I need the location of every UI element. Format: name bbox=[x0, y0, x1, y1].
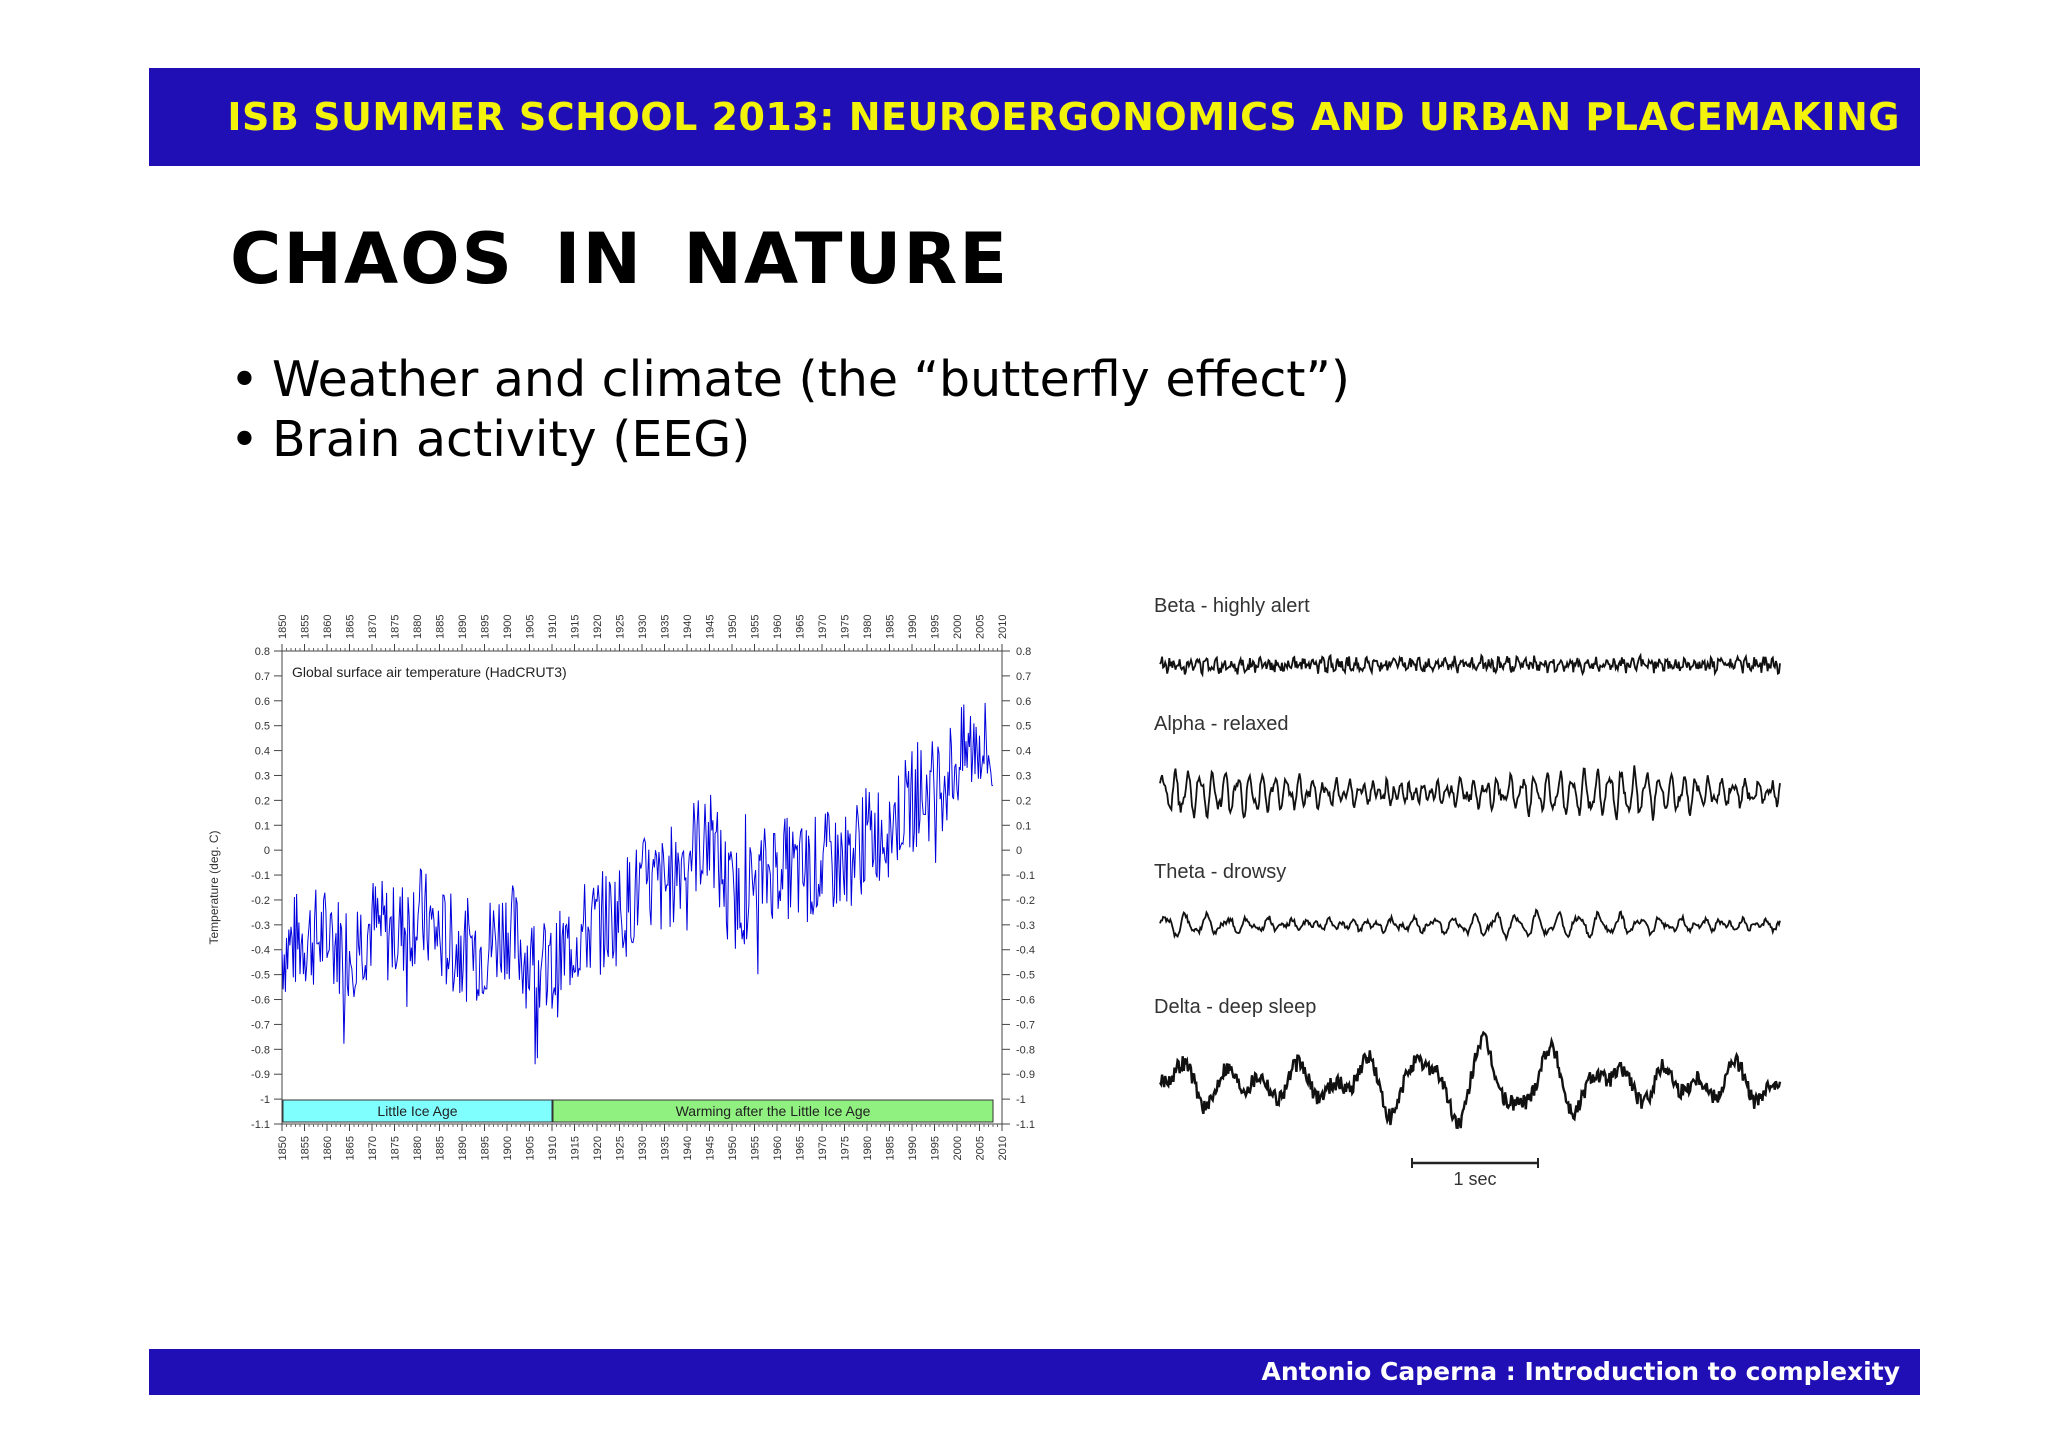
y-tick-label-right: 0.1 bbox=[1016, 820, 1032, 833]
x-tick-label-top: 1920 bbox=[592, 614, 604, 639]
x-tick-label-top: 1890 bbox=[457, 614, 469, 639]
x-tick-label-top: 1960 bbox=[772, 614, 784, 639]
y-tick-label-left: 0 bbox=[263, 845, 270, 858]
y-tick-label-left: -0.1 bbox=[251, 870, 270, 883]
x-tick-label-top: 1935 bbox=[659, 614, 672, 639]
x-tick-label-bottom: 2005 bbox=[974, 1136, 987, 1161]
x-tick-label-bottom: 1975 bbox=[839, 1136, 852, 1161]
y-tick-label-right: 0.5 bbox=[1016, 720, 1032, 733]
x-tick-label-top: 1975 bbox=[839, 614, 852, 639]
eeg-wave-line bbox=[1160, 765, 1780, 820]
x-tick-label-top: 1905 bbox=[524, 614, 537, 639]
bullet-mark: • bbox=[230, 351, 259, 408]
x-tick-label-top: 1910 bbox=[547, 614, 559, 639]
y-tick-label-right: 0.6 bbox=[1016, 695, 1032, 708]
x-tick-label-bottom: 1940 bbox=[682, 1136, 694, 1161]
eeg-wave-line bbox=[1160, 1033, 1780, 1129]
y-tick-label-right: 0 bbox=[1016, 845, 1023, 858]
y-tick-label-right: -0.7 bbox=[1016, 1019, 1035, 1032]
temperature-chart bbox=[200, 585, 1080, 1205]
eeg-band-label: Theta - drowsy bbox=[1154, 861, 1287, 883]
x-tick-label-top: 1985 bbox=[884, 614, 897, 639]
x-tick-label-top: 1930 bbox=[637, 614, 649, 639]
y-tick-label-right: -0.6 bbox=[1016, 994, 1035, 1007]
x-tick-label-top: 1870 bbox=[367, 614, 379, 639]
x-tick-label-top: 2000 bbox=[952, 614, 964, 639]
x-tick-label-bottom: 1890 bbox=[457, 1136, 469, 1161]
header-bar bbox=[149, 68, 1920, 166]
x-tick-label-bottom: 1925 bbox=[614, 1136, 627, 1161]
y-tick-label-right: -0.5 bbox=[1016, 969, 1035, 982]
x-tick-label-bottom: 1880 bbox=[412, 1136, 424, 1161]
x-tick-label-bottom: 2000 bbox=[952, 1136, 964, 1161]
y-tick-label-left: -0.9 bbox=[251, 1069, 270, 1082]
x-tick-label-bottom: 1855 bbox=[299, 1136, 312, 1161]
x-tick-label-top: 1915 bbox=[569, 614, 582, 639]
x-tick-label-bottom: 1915 bbox=[569, 1136, 582, 1161]
x-tick-label-top: 1875 bbox=[389, 614, 402, 639]
y-tick-label-left: -0.2 bbox=[251, 894, 270, 907]
x-tick-label-bottom: 1865 bbox=[344, 1136, 357, 1161]
period-band-label: Warming after the Little Ice Age bbox=[675, 1103, 871, 1119]
plot-frame bbox=[282, 651, 1002, 1124]
x-tick-label-top: 1945 bbox=[704, 614, 717, 639]
y-tick-label-left: 0.3 bbox=[254, 770, 270, 783]
x-tick-label-top: 1900 bbox=[502, 614, 514, 639]
y-tick-label-right: 0.7 bbox=[1016, 670, 1032, 683]
x-tick-label-top: 1940 bbox=[682, 614, 694, 639]
slide-title: CHAOS IN NATURE bbox=[230, 218, 1010, 300]
x-tick-label-top: 1965 bbox=[794, 614, 807, 639]
y-tick-label-left: -0.7 bbox=[251, 1019, 270, 1032]
y-tick-label-right: 0.4 bbox=[1016, 745, 1032, 758]
x-tick-label-bottom: 1930 bbox=[637, 1136, 649, 1161]
x-tick-label-bottom: 1870 bbox=[367, 1136, 379, 1161]
x-tick-label-bottom: 1990 bbox=[907, 1136, 919, 1161]
y-tick-label-right: -0.8 bbox=[1016, 1044, 1035, 1057]
y-tick-label-left: -0.4 bbox=[251, 944, 270, 957]
eeg-wave-line bbox=[1160, 910, 1780, 939]
x-tick-label-top: 1990 bbox=[907, 614, 919, 639]
y-tick-label-left: 0.5 bbox=[254, 720, 270, 733]
x-tick-label-bottom: 1875 bbox=[389, 1136, 402, 1161]
bullet-list bbox=[230, 350, 1350, 470]
chart-title: Global surface air temperature (HadCRUT3) bbox=[292, 664, 567, 680]
y-tick-label-left: -0.3 bbox=[251, 919, 270, 932]
x-tick-label-bottom: 1895 bbox=[479, 1136, 492, 1161]
bullet-mark: • bbox=[230, 411, 259, 468]
x-tick-label-bottom: 1985 bbox=[884, 1136, 897, 1161]
x-tick-label-bottom: 1960 bbox=[772, 1136, 784, 1161]
y-axis-label: Temperature (deg. C) bbox=[207, 830, 221, 945]
x-tick-label-bottom: 1860 bbox=[322, 1136, 334, 1161]
x-tick-label-bottom: 1900 bbox=[502, 1136, 514, 1161]
x-tick-label-top: 1955 bbox=[749, 614, 762, 639]
x-tick-label-bottom: 1995 bbox=[929, 1136, 942, 1161]
y-tick-label-left: 0.1 bbox=[254, 820, 270, 833]
x-tick-label-top: 2010 bbox=[997, 614, 1009, 639]
eeg-wave-line bbox=[1160, 655, 1780, 674]
x-tick-label-top: 1995 bbox=[929, 614, 942, 639]
y-tick-label-left: -0.8 bbox=[251, 1044, 270, 1057]
y-tick-label-left: 0.4 bbox=[254, 745, 270, 758]
y-tick-label-right: 0.2 bbox=[1016, 795, 1032, 808]
y-tick-label-left: 0.2 bbox=[254, 795, 270, 808]
x-tick-label-top: 1970 bbox=[817, 614, 829, 639]
x-tick-label-top: 1885 bbox=[434, 614, 447, 639]
x-tick-label-bottom: 1910 bbox=[547, 1136, 559, 1161]
x-tick-label-top: 1860 bbox=[322, 614, 334, 639]
x-tick-label-bottom: 2010 bbox=[997, 1136, 1009, 1161]
y-tick-label-left: -1 bbox=[260, 1094, 270, 1107]
x-tick-label-top: 1950 bbox=[727, 614, 739, 639]
x-tick-label-top: 1865 bbox=[344, 614, 357, 639]
eeg-waveforms bbox=[1140, 585, 1800, 1205]
period-band-label: Little Ice Age bbox=[377, 1103, 458, 1119]
x-tick-label-bottom: 1950 bbox=[727, 1136, 739, 1161]
x-tick-label-top: 2005 bbox=[974, 614, 987, 639]
y-tick-label-left: -0.6 bbox=[251, 994, 270, 1007]
x-tick-label-bottom: 1980 bbox=[862, 1136, 874, 1161]
x-tick-label-bottom: 1850 bbox=[277, 1136, 289, 1161]
x-tick-label-bottom: 1935 bbox=[659, 1136, 672, 1161]
y-tick-label-left: -0.5 bbox=[251, 969, 270, 982]
x-tick-label-bottom: 1970 bbox=[817, 1136, 829, 1161]
footer-text: Antonio Caperna : Introduction to complexity bbox=[1261, 1357, 1900, 1386]
x-tick-label-top: 1980 bbox=[862, 614, 874, 639]
y-tick-label-right: -0.9 bbox=[1016, 1069, 1035, 1082]
y-tick-label-left: 0.8 bbox=[254, 646, 270, 658]
x-tick-label-top: 1850 bbox=[277, 614, 289, 639]
x-tick-label-top: 1880 bbox=[412, 614, 424, 639]
footer-bar bbox=[149, 1349, 1920, 1395]
eeg-band-label: Beta - highly alert bbox=[1154, 595, 1310, 617]
x-tick-label-bottom: 1920 bbox=[592, 1136, 604, 1161]
x-tick-label-bottom: 1945 bbox=[704, 1136, 717, 1161]
bullet-text: Weather and climate (the “butterfly effect”) bbox=[272, 351, 1351, 408]
x-tick-label-bottom: 1965 bbox=[794, 1136, 807, 1161]
bullet-text: Brain activity (EEG) bbox=[272, 411, 751, 468]
x-tick-label-bottom: 1955 bbox=[749, 1136, 762, 1161]
scale-bar-label: 1 sec bbox=[1453, 1169, 1497, 1189]
bullet-item bbox=[230, 350, 1350, 410]
y-tick-label-right: 0.3 bbox=[1016, 770, 1032, 783]
eeg-band-label: Alpha - relaxed bbox=[1154, 713, 1289, 735]
y-tick-label-right: -0.1 bbox=[1016, 870, 1035, 883]
x-tick-label-top: 1895 bbox=[479, 614, 492, 639]
y-tick-label-right: -0.4 bbox=[1016, 944, 1035, 957]
y-tick-label-left: 0.7 bbox=[254, 670, 270, 683]
y-tick-label-right: -0.3 bbox=[1016, 919, 1035, 932]
y-tick-label-right: -1 bbox=[1016, 1094, 1026, 1107]
header-title: ISB SUMMER SCHOOL 2013: NEUROERGONOMICS AND URBAN PLACEMAKING bbox=[227, 95, 1900, 139]
y-tick-label-right: -0.2 bbox=[1016, 894, 1035, 907]
x-tick-label-bottom: 1885 bbox=[434, 1136, 447, 1161]
y-tick-label-right: 0.8 bbox=[1016, 646, 1032, 658]
eeg-band-label: Delta - deep sleep bbox=[1154, 996, 1317, 1018]
bullet-item bbox=[230, 410, 1350, 470]
y-tick-label-left: 0.6 bbox=[254, 695, 270, 708]
x-tick-label-bottom: 1905 bbox=[524, 1136, 537, 1161]
x-tick-label-top: 1855 bbox=[299, 614, 312, 639]
x-tick-label-top: 1925 bbox=[614, 614, 627, 639]
y-tick-label-right: -1.1 bbox=[1016, 1119, 1035, 1131]
y-tick-label-left: -1.1 bbox=[251, 1119, 270, 1131]
